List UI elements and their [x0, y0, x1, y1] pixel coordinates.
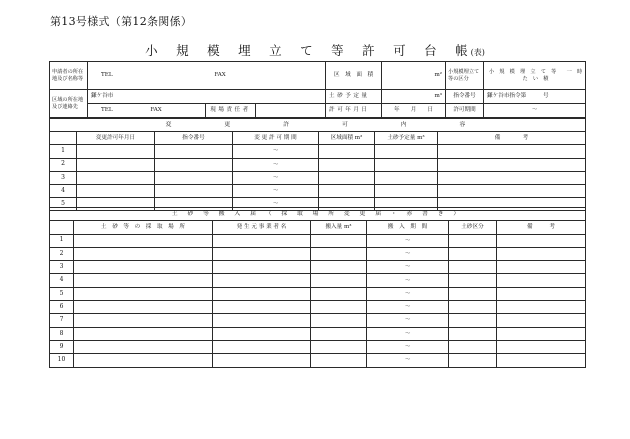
change-row-number: 4	[50, 184, 77, 197]
applicant-label: 申請者の所在地及び名称等	[50, 62, 88, 90]
carry-in-row-cell[interactable]	[311, 287, 367, 300]
area-label: 区 域 面 積	[326, 62, 382, 90]
carry-in-row-number: 7	[50, 314, 74, 327]
carry-in-row-cell[interactable]	[497, 301, 586, 314]
carry-in-row-cell[interactable]	[449, 354, 497, 367]
carry-in-row-cell[interactable]	[449, 234, 497, 247]
carry-in-row-period[interactable]: ～	[367, 340, 449, 353]
carry-in-row-period[interactable]: ～	[367, 354, 449, 367]
carry-in-section-title: 土 砂 等 搬 入 届 （ 採 取 場 所 変 更 届 ・ 赤 書 き ）	[50, 208, 586, 221]
permit-date-value[interactable]: 年 月 日	[382, 104, 446, 118]
carry-in-row-cell[interactable]	[497, 327, 586, 340]
type-label: 小規模埋立て等の区分	[446, 62, 484, 90]
carry-in-row-cell[interactable]	[449, 327, 497, 340]
carry-in-row-cell[interactable]	[497, 354, 586, 367]
change-row	[50, 171, 586, 184]
change-row-cell[interactable]	[155, 145, 233, 158]
change-row-number: 3	[50, 171, 77, 184]
carry-in-row-cell[interactable]	[311, 340, 367, 353]
carry-in-row	[50, 314, 586, 327]
change-header-remarks: 備 考	[438, 132, 586, 145]
carry-in-row-number: 10	[50, 354, 74, 367]
applicant-info-table	[49, 61, 586, 118]
carry-in-row	[50, 354, 586, 367]
carry-in-row-cell[interactable]	[449, 247, 497, 260]
carry-in-row-cell[interactable]	[213, 340, 311, 353]
title-text: 小 規 模 埋 立 て 等 許 可 台 帳	[145, 43, 471, 58]
change-row-cell[interactable]	[77, 145, 155, 158]
carry-in-row-number: 3	[50, 261, 74, 274]
carry-in-row-cell[interactable]	[213, 274, 311, 287]
carry-in-row-cell[interactable]	[311, 247, 367, 260]
applicant-contact[interactable]	[88, 62, 326, 90]
change-row-period[interactable]: ～	[233, 184, 319, 197]
change-row-cell[interactable]	[77, 171, 155, 184]
applicant-fax-label: FAX	[214, 72, 226, 79]
carry-in-row-period[interactable]: ～	[367, 314, 449, 327]
change-row-cell[interactable]	[438, 145, 586, 158]
change-row-cell[interactable]	[319, 158, 375, 171]
carry-in-row-cell[interactable]	[311, 354, 367, 367]
carry-in-row-cell[interactable]	[497, 340, 586, 353]
change-header-date: 変更許可年月日	[77, 132, 155, 145]
carry-in-row-cell[interactable]	[311, 274, 367, 287]
carry-in-row-number: 9	[50, 340, 74, 353]
change-header-blank	[50, 132, 77, 145]
carry-in-row-period[interactable]: ～	[367, 234, 449, 247]
applicant-tel-label: TEL	[101, 72, 113, 79]
change-row-cell[interactable]	[155, 184, 233, 197]
site-contact[interactable]	[88, 104, 206, 118]
permit-no-label: 指令番号	[446, 90, 484, 104]
carry-in-row-cell[interactable]	[497, 314, 586, 327]
area-unit: m²	[434, 72, 443, 79]
change-row-period[interactable]: ～	[233, 158, 319, 171]
carry-in-row-period[interactable]: ～	[367, 274, 449, 287]
change-row-number: 2	[50, 158, 77, 171]
change-row-cell[interactable]	[375, 184, 438, 197]
change-section-title: 変 更 許 可 内 容	[50, 119, 586, 132]
change-row-cell[interactable]	[77, 184, 155, 197]
carry-in-rows	[50, 234, 586, 367]
change-row-period[interactable]: ～	[233, 171, 319, 184]
change-row-period[interactable]: ～	[233, 198, 319, 211]
carry-in-row-cell[interactable]	[213, 261, 311, 274]
carry-in-row-cell[interactable]	[449, 340, 497, 353]
change-row-number: 1	[50, 145, 77, 158]
carry-in-row-number: 1	[50, 234, 74, 247]
permit-date-label: 許可年月日	[326, 104, 382, 118]
change-row-cell[interactable]	[375, 171, 438, 184]
site-city[interactable]: 鎌ケ谷市	[88, 90, 326, 104]
carry-in-row-cell[interactable]	[449, 287, 497, 300]
change-header-soil: 土砂予定量 m³	[375, 132, 438, 145]
carry-in-row-cell[interactable]	[213, 301, 311, 314]
carry-in-header-location: 土 砂 等 の 採 取 場 所	[74, 221, 213, 234]
form-number: 第13号様式（第12条関係）	[50, 15, 193, 28]
page-title	[0, 41, 630, 59]
type-value[interactable]: 小 規 模 埋 立 て 等 一 時 た い 積	[484, 62, 586, 90]
soil-value[interactable]	[382, 90, 446, 104]
carry-in-row-cell[interactable]	[213, 314, 311, 327]
carry-in-header-class: 土砂区分	[449, 221, 497, 234]
carry-in-row-cell[interactable]	[213, 327, 311, 340]
change-row-cell[interactable]	[77, 158, 155, 171]
carry-in-row-cell[interactable]	[449, 301, 497, 314]
carry-in-row	[50, 327, 586, 340]
carry-in-row	[50, 287, 586, 300]
carry-in-row-cell[interactable]	[74, 354, 213, 367]
carry-in-row-cell[interactable]	[497, 261, 586, 274]
carry-in-row-cell[interactable]	[74, 287, 213, 300]
manager-label: 現場責任者	[206, 104, 256, 118]
soil-label: 土砂予定量	[326, 90, 382, 104]
carry-in-row-cell[interactable]	[74, 247, 213, 260]
change-row-cell[interactable]	[375, 158, 438, 171]
carry-in-row	[50, 301, 586, 314]
permit-no-value[interactable]: 鎌ケ谷市指令第 号	[484, 90, 586, 104]
soil-unit: m³	[434, 93, 443, 100]
carry-in-row-period[interactable]: ～	[367, 287, 449, 300]
change-row	[50, 158, 586, 171]
manager-value[interactable]	[256, 104, 326, 118]
carry-in-row-period[interactable]: ～	[367, 247, 449, 260]
carry-in-row-cell[interactable]	[311, 327, 367, 340]
change-row-period[interactable]: ～	[233, 145, 319, 158]
carry-in-table	[49, 207, 586, 368]
change-header-area: 区域面積 m²	[319, 132, 375, 145]
carry-in-header-blank	[50, 221, 74, 234]
carry-in-row-cell[interactable]	[311, 261, 367, 274]
carry-in-row-cell[interactable]	[497, 287, 586, 300]
carry-in-row-cell[interactable]	[213, 287, 311, 300]
carry-in-row-cell[interactable]	[497, 234, 586, 247]
change-row-cell[interactable]	[375, 145, 438, 158]
carry-in-row-cell[interactable]	[74, 274, 213, 287]
carry-in-row-number: 2	[50, 247, 74, 260]
permit-period-value[interactable]: ～	[484, 104, 586, 118]
change-header-permit-no: 指令番号	[155, 132, 233, 145]
change-row	[50, 145, 586, 158]
carry-in-row	[50, 234, 586, 247]
carry-in-row-cell[interactable]	[497, 274, 586, 287]
change-row	[50, 184, 586, 197]
carry-in-row-cell[interactable]	[311, 234, 367, 247]
carry-in-row-cell[interactable]	[497, 247, 586, 260]
change-row-cell[interactable]	[438, 184, 586, 197]
carry-in-row	[50, 247, 586, 260]
carry-in-row-period[interactable]: ～	[367, 261, 449, 274]
carry-in-row-period[interactable]: ～	[367, 301, 449, 314]
carry-in-row-cell[interactable]	[74, 301, 213, 314]
change-row-cell[interactable]	[438, 171, 586, 184]
carry-in-row-cell[interactable]	[213, 247, 311, 260]
carry-in-row	[50, 340, 586, 353]
carry-in-row-cell[interactable]	[213, 354, 311, 367]
carry-in-row-cell[interactable]	[449, 314, 497, 327]
site-label: 区域の所在地及び連絡先	[50, 90, 88, 118]
carry-in-header-remarks: 備 考	[497, 221, 586, 234]
change-row-cell[interactable]	[155, 158, 233, 171]
change-row-cell[interactable]	[155, 171, 233, 184]
change-row-cell[interactable]	[319, 184, 375, 197]
carry-in-row-cell[interactable]	[449, 261, 497, 274]
change-permit-table	[49, 118, 586, 211]
carry-in-row-cell[interactable]	[74, 340, 213, 353]
change-row-number: 5	[50, 198, 77, 211]
carry-in-row-cell[interactable]	[74, 261, 213, 274]
site-fax-label: FAX	[150, 107, 162, 114]
change-row-cell[interactable]	[319, 171, 375, 184]
permit-period-label: 許可期間	[446, 104, 484, 118]
carry-in-row	[50, 261, 586, 274]
carry-in-row-cell[interactable]	[449, 274, 497, 287]
carry-in-row-period[interactable]: ～	[367, 327, 449, 340]
area-value[interactable]	[382, 62, 446, 90]
carry-in-row-cell[interactable]	[213, 234, 311, 247]
carry-in-row-cell[interactable]	[74, 327, 213, 340]
change-header-period: 変 更 許 可 期 間	[233, 132, 319, 145]
carry-in-header-source: 発 生 元 事 業 者 名	[213, 221, 311, 234]
carry-in-row-cell[interactable]	[74, 314, 213, 327]
change-rows	[50, 145, 586, 211]
carry-in-row-number: 4	[50, 274, 74, 287]
carry-in-row-number: 6	[50, 301, 74, 314]
carry-in-row-number: 5	[50, 287, 74, 300]
carry-in-header-volume: 搬入量 m³	[311, 221, 367, 234]
carry-in-row-cell[interactable]	[311, 314, 367, 327]
site-tel-label: TEL	[101, 107, 113, 114]
carry-in-row-cell[interactable]	[74, 234, 213, 247]
carry-in-row	[50, 274, 586, 287]
change-row-cell[interactable]	[438, 158, 586, 171]
carry-in-header-period: 搬 入 期 間	[367, 221, 449, 234]
change-row-cell[interactable]	[319, 145, 375, 158]
carry-in-row-cell[interactable]	[311, 301, 367, 314]
carry-in-row-number: 8	[50, 327, 74, 340]
title-suffix: (表)	[470, 48, 485, 57]
